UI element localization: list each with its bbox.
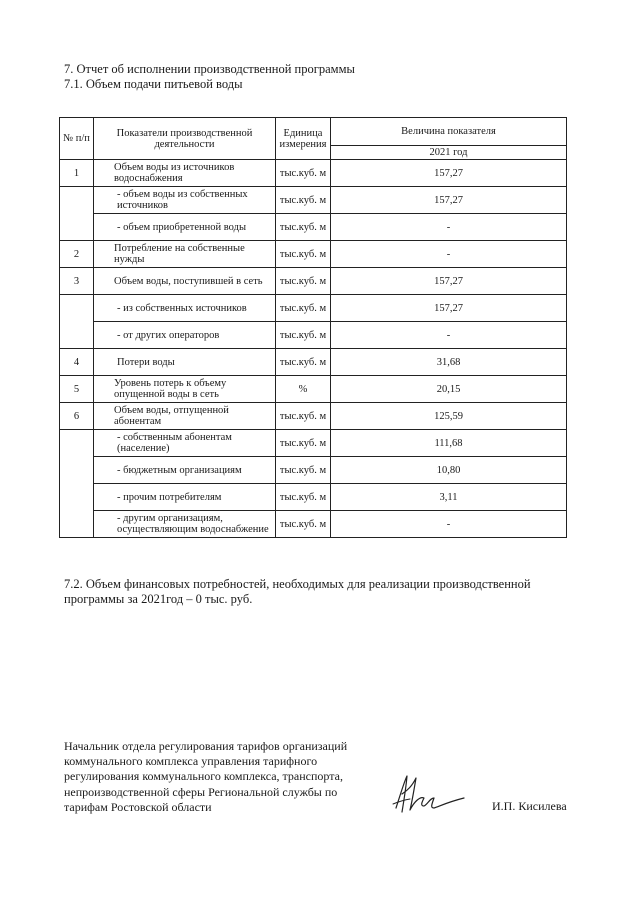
row-num	[60, 430, 94, 538]
header-value: Величина показателя	[331, 118, 567, 146]
row-num: 1	[60, 160, 94, 187]
row-unit: тыс.куб. м	[276, 403, 331, 430]
row-value: 3,11	[331, 484, 567, 511]
row-value: 111,68	[331, 430, 567, 457]
row-name: - объем приобретенной воды	[94, 214, 276, 241]
row-value: 31,68	[331, 349, 567, 376]
signer-name: И.П. Кисилева	[492, 799, 567, 813]
row-value: 10,80	[331, 457, 567, 484]
row-unit: тыс.куб. м	[276, 187, 331, 214]
row-value: -	[331, 322, 567, 349]
table-row	[60, 322, 567, 349]
row-value: 157,27	[331, 268, 567, 295]
signature-icon	[390, 768, 470, 818]
row-unit: тыс.куб. м	[276, 268, 331, 295]
table-row	[60, 214, 567, 241]
row-num: 6	[60, 403, 94, 430]
row-value: -	[331, 214, 567, 241]
row-value: 125,59	[331, 403, 567, 430]
row-unit: тыс.куб. м	[276, 160, 331, 187]
header-unit: Единица измерения	[276, 118, 331, 160]
row-name: Потребление на собственные нужды	[94, 241, 276, 268]
row-unit: тыс.куб. м	[276, 484, 331, 511]
row-value: 157,27	[331, 295, 567, 322]
table-row	[60, 349, 567, 376]
header-num: № п/п	[60, 118, 94, 160]
row-value: 157,27	[331, 187, 567, 214]
row-name: - другим организациям, осуществляющим водоснабжение	[94, 511, 276, 538]
row-unit: тыс.куб. м	[276, 457, 331, 484]
row-unit: %	[276, 376, 331, 403]
row-num: 2	[60, 241, 94, 268]
row-unit: тыс.куб. м	[276, 322, 331, 349]
row-num: 5	[60, 376, 94, 403]
row-name: Объем воды из источников водоснабжения	[94, 160, 276, 187]
header-indicator: Показатели производственной деятельности	[94, 118, 276, 160]
row-num: 3	[60, 268, 94, 295]
row-unit: тыс.куб. м	[276, 349, 331, 376]
row-name: - из собственных источников	[94, 295, 276, 322]
table-row	[60, 457, 567, 484]
table-row	[60, 187, 567, 214]
row-value: 157,27	[331, 160, 567, 187]
row-name: Объем воды, отпущенной абонентам	[94, 403, 276, 430]
row-value: -	[331, 241, 567, 268]
header-year: 2021 год	[331, 146, 567, 160]
table-row	[60, 268, 567, 295]
row-num	[60, 187, 94, 241]
table-row	[60, 160, 567, 187]
table-row	[60, 484, 567, 511]
row-value: -	[331, 511, 567, 538]
table-row	[60, 376, 567, 403]
water-supply-table	[59, 117, 567, 538]
row-name: Потери воды	[94, 349, 276, 376]
table-row	[60, 295, 567, 322]
financial-note: 7.2. Объем финансовых потребностей, необходимых для реализации производственной программы за 2021год – 0 тыс. руб.	[64, 577, 531, 606]
row-name: - от других операторов	[94, 322, 276, 349]
row-num	[60, 295, 94, 349]
signer-position: Начальник отдела регулирования тарифов организаций коммунального комплекса управления тарифного регулирования коммунального комплекса, транспорта, непроизводственной сферы Региональной службы по тарифам Ростовской области	[64, 739, 348, 814]
row-name: - собственным абонентам (население)	[94, 430, 276, 457]
row-name: - прочим потребителям	[94, 484, 276, 511]
row-name: Объем воды, поступившей в сеть	[94, 268, 276, 295]
table-row	[60, 511, 567, 538]
section-heading: 7. Отчет об исполнении производственной программы	[64, 62, 355, 76]
row-unit: тыс.куб. м	[276, 241, 331, 268]
row-unit: тыс.куб. м	[276, 430, 331, 457]
row-unit: тыс.куб. м	[276, 214, 331, 241]
row-value: 20,15	[331, 376, 567, 403]
table-row	[60, 430, 567, 457]
table-row	[60, 403, 567, 430]
row-unit: тыс.куб. м	[276, 295, 331, 322]
row-name: - объем воды из собственных источников	[94, 187, 276, 214]
table-row	[60, 241, 567, 268]
subsection-heading: 7.1. Объем подачи питьевой воды	[64, 77, 243, 91]
row-num: 4	[60, 349, 94, 376]
row-name: Уровень потерь к объему опущенной воды в сеть	[94, 376, 276, 403]
row-unit: тыс.куб. м	[276, 511, 331, 538]
row-name: - бюджетным организациям	[94, 457, 276, 484]
